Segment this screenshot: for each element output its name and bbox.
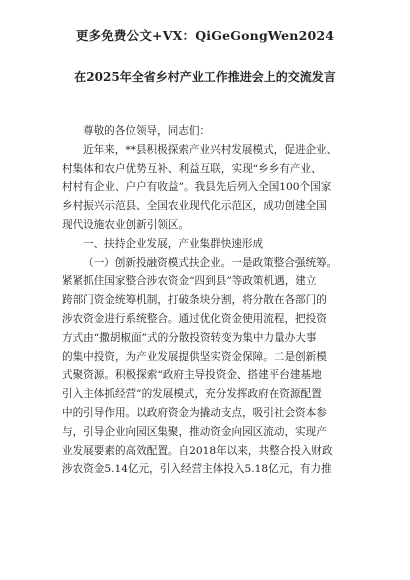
paragraph-line: 跨部门资金统筹机制，打破条块分割，将分散在各部门的 xyxy=(62,294,327,307)
paragraph-line: 业发展要素的高效配置。自2018年以来，共整合投入财政 xyxy=(62,444,333,457)
paragraph-line: 近年来，**县积极探索产业兴村发展模式，促进企业、 xyxy=(83,143,338,156)
paragraph-line: 涉农资金进行系统整合。通过优化资金使用流程，把投资 xyxy=(62,312,327,325)
section-heading: 一、扶持企业发展，产业集群快速形成 xyxy=(83,237,264,250)
document-title: 在2025年全省乡村产业工作推进会上的交流发言 xyxy=(74,70,336,84)
paragraph-line: 引入主体抓经营”的发展模式，充分发挥政府在资源配置 xyxy=(62,388,322,401)
paragraph-line: 现代设施农业创新引领区。 xyxy=(62,218,190,231)
paragraph-line: 紧紧抓住国家整合涉农资金“四到县”等政策机遇，建立 xyxy=(62,275,317,288)
paragraph-line: 中的引导作用。以政府资金为撬动支点，吸引社会资本参 xyxy=(62,406,327,419)
paragraph-line: 村村有企业、户户有收益”。我县先后列入全国100个国家 xyxy=(62,181,332,194)
paragraph-line: （一）创新投融资模式扶企业。一是政策整合强统筹。 xyxy=(83,256,338,269)
document-header-watermark: 更多免费公文+VX：QiGeGongWen2024 xyxy=(75,28,335,43)
document-body xyxy=(62,122,352,479)
paragraph-line: 式聚资源。积极探索“政府主导投资金、搭建平台建基地 xyxy=(62,369,322,382)
paragraph-line: 乡村振兴示范县、全国农业现代化示范区，成功创建全国 xyxy=(62,200,327,213)
paragraph-line: 与，引导企业向园区集聚，推动资金向园区流动，实现产 xyxy=(62,425,327,438)
paragraph-line: 村集体和农户优势互补、利益互联，实现“乡乡有产业、 xyxy=(62,162,322,175)
paragraph-line: 方式由“撒胡椒面”式的分散投资转变为集中力量办大事 xyxy=(62,331,317,344)
salutation: 尊敬的各位领导，同志们： xyxy=(83,125,211,137)
paragraph-line: 的集中投资，为产业发展提供坚实资金保障。二是创新模 xyxy=(62,350,327,363)
paragraph-line: 涉农资金5.14亿元，引入经营主体投入5.18亿元，有力推 xyxy=(62,463,332,476)
